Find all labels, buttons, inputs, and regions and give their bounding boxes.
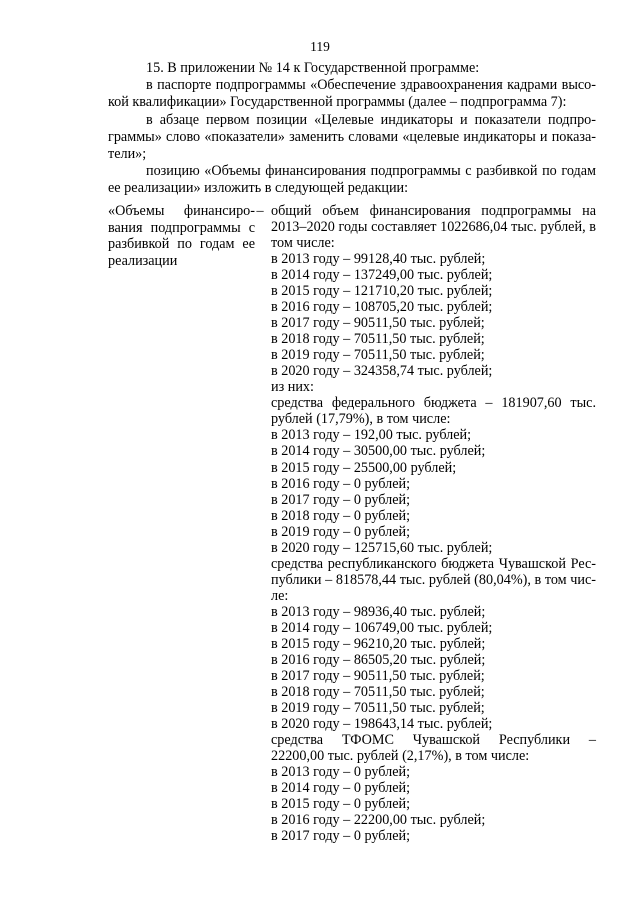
total-year-2018: в 2018 году – 70511,50 тыс. рублей; bbox=[271, 331, 485, 348]
total-year-2013: в 2013 году – 99128,40 тыс. рублей; bbox=[271, 251, 486, 268]
column-dash: – bbox=[256, 203, 264, 219]
position-name-line-1: «Объемы финансиро- bbox=[108, 203, 255, 219]
republic-year-2016: в 2016 году – 86505,20 тыс. рублей; bbox=[271, 651, 486, 668]
position-name-line-3: разбивкой по годам ее bbox=[108, 236, 255, 252]
federal-line-1: средства федерального бюджета – 181907,60 тыс. bbox=[271, 395, 596, 412]
position-line-1: позицию «Объемы финансирования подпрограммы с разбивкой по годам bbox=[146, 163, 596, 180]
position-name-column bbox=[108, 203, 255, 269]
total-line-1: общий объем финансирования подпрограммы на bbox=[271, 203, 596, 219]
total-line-3: том числе: bbox=[271, 235, 335, 252]
total-year-2014: в 2014 году – 137249,00 тыс. рублей; bbox=[271, 267, 493, 284]
republic-year-2020: в 2020 году – 198643,14 тыс. рублей; bbox=[271, 716, 493, 732]
federal-year-2014: в 2014 году – 30500,00 тыс. рублей; bbox=[271, 443, 486, 460]
republic-year-2019: в 2019 году – 70511,50 тыс. рублей; bbox=[271, 699, 485, 716]
total-year-2020: в 2020 году – 324358,74 тыс. рублей; bbox=[271, 363, 493, 380]
item-heading: 15. В приложении № 14 к Государственной программе: bbox=[146, 60, 480, 76]
position-name-line-2: вания подпрограммы с bbox=[108, 219, 255, 236]
republic-year-2015: в 2015 году – 96210,20 тыс. рублей; bbox=[271, 635, 486, 652]
republic-year-2017: в 2017 году – 90511,50 тыс. рублей; bbox=[271, 667, 485, 684]
abzac-line-2: граммы» слово «показатели» заменить словами «целевые индикаторы и показа- bbox=[108, 128, 596, 145]
total-year-2015: в 2015 году – 121710,20 тыс. рублей; bbox=[271, 283, 493, 300]
republic-line-1: средства республиканского бюджета Чувашской Рес- bbox=[271, 555, 596, 572]
tfoms-year-2013: в 2013 году – 0 рублей; bbox=[271, 764, 411, 781]
federal-year-2020: в 2020 году – 125715,60 тыс. рублей; bbox=[271, 539, 493, 556]
republic-year-2018: в 2018 году – 70511,50 тыс. рублей; bbox=[271, 683, 485, 700]
tfoms-year-2015: в 2015 году – 0 рублей; bbox=[271, 796, 411, 813]
total-year-2019: в 2019 году – 70511,50 тыс. рублей; bbox=[271, 347, 485, 364]
federal-year-2015: в 2015 году – 25500,00 рублей; bbox=[271, 459, 457, 476]
tfoms-year-2014: в 2014 году – 0 рублей; bbox=[271, 780, 411, 797]
tfoms-year-2016: в 2016 году – 22200,00 тыс. рублей; bbox=[271, 812, 486, 829]
tfoms-line-1: средства ТФОМС Чувашской Республики – bbox=[271, 732, 596, 749]
federal-year-2017: в 2017 году – 0 рублей; bbox=[271, 491, 411, 508]
federal-line-2: рублей (17,79%), в том числе: bbox=[271, 411, 451, 428]
republic-line-3: ле: bbox=[271, 587, 289, 604]
total-line-2: 2013–2020 годы составляет 1022686,04 тыс. рублей, в bbox=[271, 219, 596, 236]
republic-year-2014: в 2014 году – 106749,00 тыс. рублей; bbox=[271, 619, 493, 636]
passport-line-1: в паспорте подпрограммы «Обеспечение здравоохранения кадрами высо- bbox=[146, 77, 596, 94]
federal-year-2019: в 2019 году – 0 рублей; bbox=[271, 523, 411, 540]
total-year-2017: в 2017 году – 90511,50 тыс. рублей; bbox=[271, 315, 485, 332]
position-line-2: ее реализации» изложить в следующей редакции: bbox=[108, 180, 409, 197]
position-name-line-4: реализации bbox=[108, 252, 178, 269]
intro-block bbox=[108, 60, 596, 198]
financing-column bbox=[271, 203, 596, 844]
republic-line-2: публики – 818578,44 тыс. рублей (80,04%), в том чис- bbox=[271, 571, 596, 588]
tfoms-line-2: 22200,00 тыс. рублей (2,17%), в том числе: bbox=[271, 748, 530, 765]
federal-year-2016: в 2016 году – 0 рублей; bbox=[271, 475, 411, 492]
total-year-2016: в 2016 году – 108705,20 тыс. рублей; bbox=[271, 299, 493, 316]
abzac-line-3: тели»; bbox=[108, 146, 147, 163]
of-them-label: из них: bbox=[271, 379, 314, 396]
passport-line-2: кой квалификации» Государственной программы (далее – подпрограмма 7): bbox=[108, 94, 567, 111]
republic-year-2013: в 2013 году – 98936,40 тыс. рублей; bbox=[271, 603, 486, 620]
page-number: 119 bbox=[310, 39, 330, 54]
abzac-line-1: в абзаце первом позиции «Целевые индикаторы и показатели подпро- bbox=[146, 111, 596, 128]
tfoms-year-2017: в 2017 году – 0 рублей; bbox=[271, 828, 411, 845]
federal-year-2018: в 2018 году – 0 рублей; bbox=[271, 507, 411, 524]
federal-year-2013: в 2013 году – 192,00 тыс. рублей; bbox=[271, 427, 472, 444]
